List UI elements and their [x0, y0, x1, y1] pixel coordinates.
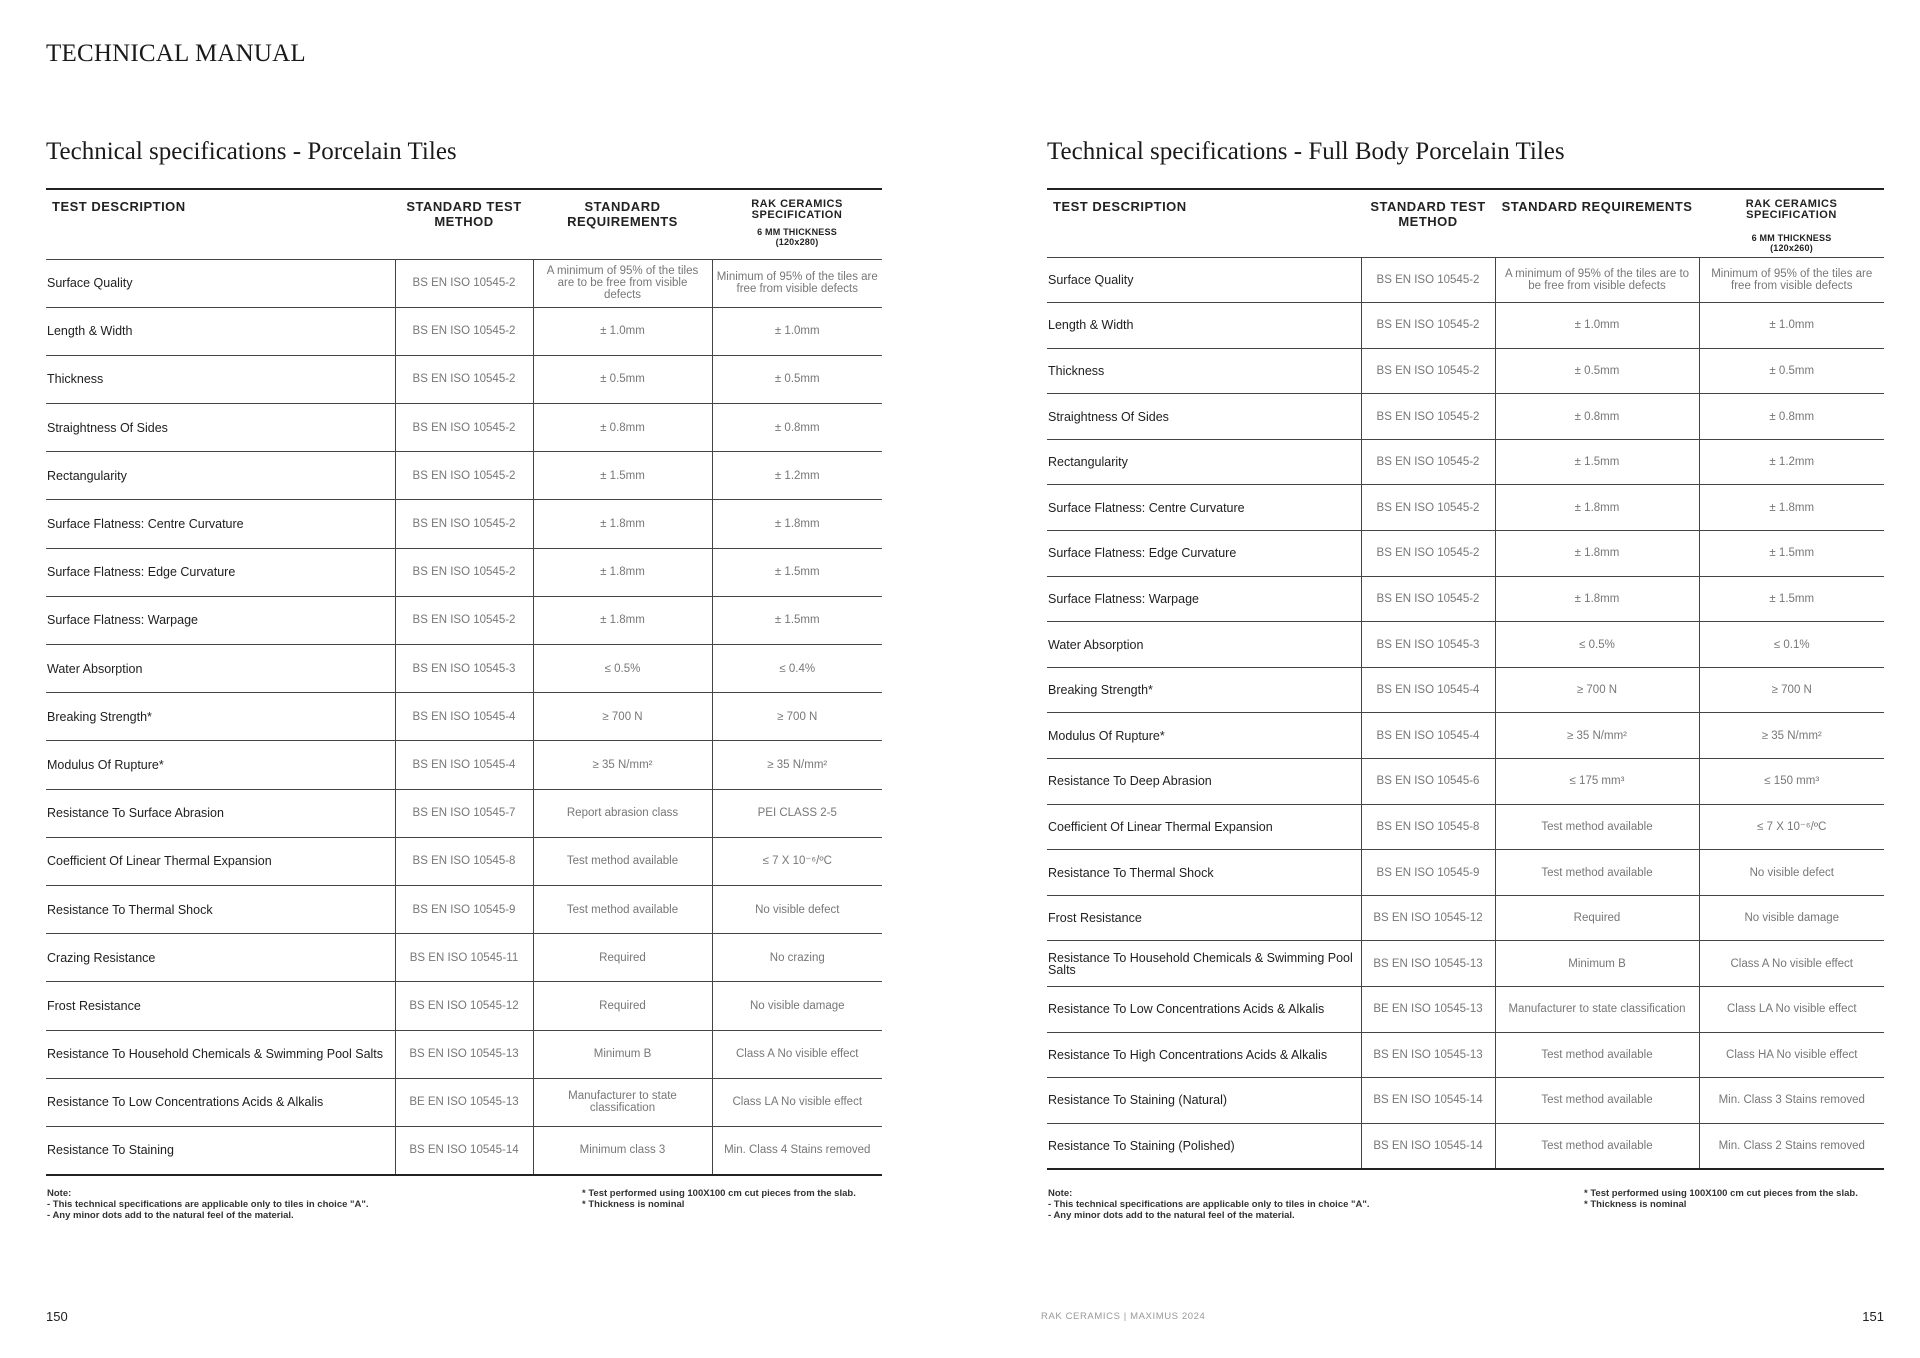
cell-test-description: Resistance To Household Chemicals & Swimming Pool Salts	[47, 1047, 384, 1062]
cell-test-description: Crazing Resistance	[47, 950, 156, 965]
table-header-row	[46, 189, 882, 259]
notes-block	[47, 1188, 369, 1221]
cell-test-description: Resistance To Low Concentrations Acids & Alkalis	[47, 1095, 324, 1110]
cell-test-method: BS EN ISO 10545-2	[1361, 257, 1495, 303]
cell-rak-specification: ± 1.8mm	[712, 500, 882, 548]
cell-rak-specification: ≥ 700 N	[712, 693, 882, 741]
table-row	[1047, 394, 1884, 440]
cell-standard-requirement: Manufacturer to state classification	[533, 1078, 712, 1126]
table-row	[1047, 485, 1884, 531]
table-row	[1047, 348, 1884, 394]
manual-title: TECHNICAL MANUAL	[46, 40, 306, 67]
header-standard-requirements: STANDARD REQUIREMENTS	[1501, 199, 1693, 214]
table-row	[46, 1030, 882, 1078]
cell-standard-requirement: Required	[1495, 895, 1699, 941]
footnote-line: * Thickness is nominal	[1584, 1199, 1687, 1210]
cell-test-method: BS EN ISO 10545-2	[1361, 485, 1495, 531]
table-row	[1047, 622, 1884, 668]
header-test-description: TEST DESCRIPTION	[52, 199, 186, 214]
cell-rak-specification: Class LA No visible effect	[1699, 987, 1884, 1033]
header-rak-title: RAK CERAMICS SPECIFICATION	[751, 198, 843, 221]
footer-brand: RAK CERAMICS | MAXIMUS 2024	[1041, 1311, 1206, 1322]
note-line: - This technical specifications are applicable only to tiles in choice "A".	[47, 1199, 369, 1210]
table-row	[1047, 439, 1884, 485]
cell-test-method: BE EN ISO 10545-13	[1361, 987, 1495, 1033]
header-test-description: TEST DESCRIPTION	[1053, 199, 1187, 214]
cell-standard-requirement: ± 1.0mm	[1495, 303, 1699, 349]
header-standard-test-method: STANDARD TEST METHOD	[406, 199, 522, 229]
table-row	[46, 1126, 882, 1174]
cell-standard-requirement: ± 0.8mm	[533, 404, 712, 452]
cell-rak-specification: No visible defect	[712, 885, 882, 933]
cell-test-description: Modulus Of Rupture*	[1048, 728, 1165, 743]
cell-rak-specification: ± 0.8mm	[1699, 394, 1884, 440]
cell-test-description: Resistance To Deep Abrasion	[1048, 774, 1212, 789]
note-line: - This technical specifications are applicable only to tiles in choice "A".	[1048, 1199, 1370, 1210]
cell-test-description: Thickness	[47, 372, 104, 387]
cell-test-method: BS EN ISO 10545-2	[395, 404, 533, 452]
page-number: 150	[46, 1309, 68, 1324]
cell-standard-requirement: ± 1.8mm	[1495, 531, 1699, 577]
cell-rak-specification: Minimum of 95% of the tiles are free from visible defects	[712, 259, 882, 307]
cell-standard-requirement: Required	[533, 982, 712, 1030]
table-row	[1047, 941, 1884, 987]
cell-rak-specification: ≥ 35 N/mm²	[712, 741, 882, 789]
footnotes-block	[1584, 1188, 1858, 1210]
cell-standard-requirement: ≤ 175 mm³	[1495, 759, 1699, 805]
cell-rak-specification: Minimum of 95% of the tiles are free from visible defects	[1699, 257, 1884, 303]
cell-rak-specification: Min. Class 2 Stains removed	[1699, 1123, 1884, 1169]
cell-standard-requirement: ≥ 35 N/mm²	[1495, 713, 1699, 759]
table-row	[1047, 1078, 1884, 1124]
cell-test-description: Length & Width	[47, 324, 133, 339]
table-row	[1047, 895, 1884, 941]
cell-test-method: BS EN ISO 10545-2	[395, 500, 533, 548]
header-rak-thickness: 6 MM THICKNESS	[1751, 233, 1832, 243]
table-row	[1047, 850, 1884, 896]
cell-test-method: BS EN ISO 10545-12	[395, 982, 533, 1030]
cell-test-description: Length & Width	[1048, 318, 1134, 333]
spec-rows	[1047, 257, 1884, 1169]
cell-standard-requirement: ≤ 0.5%	[533, 645, 712, 693]
cell-rak-specification: ≤ 0.1%	[1699, 622, 1884, 668]
table-row	[1047, 713, 1884, 759]
header-rak-specification	[712, 189, 882, 259]
table-row	[46, 596, 882, 644]
cell-test-description: Modulus Of Rupture*	[47, 757, 164, 772]
note-line: - Any minor dots add to the natural feel of the material.	[47, 1210, 294, 1221]
table-row	[46, 500, 882, 548]
table-header-row	[1047, 189, 1884, 257]
cell-standard-requirement: Test method available	[533, 885, 712, 933]
cell-test-method: BS EN ISO 10545-2	[1361, 439, 1495, 485]
cell-test-description: Frost Resistance	[47, 998, 141, 1013]
table-row	[46, 885, 882, 933]
cell-standard-requirement: Manufacturer to state classification	[1495, 987, 1699, 1033]
cell-test-description: Resistance To Staining (Natural)	[1048, 1093, 1228, 1108]
cell-standard-requirement: ≥ 700 N	[1495, 667, 1699, 713]
table-row	[46, 693, 882, 741]
cell-rak-specification: Class A No visible effect	[712, 1030, 882, 1078]
table-row	[46, 307, 882, 355]
table-row	[46, 982, 882, 1030]
cell-test-method: BS EN ISO 10545-3	[395, 645, 533, 693]
cell-rak-specification: ± 1.5mm	[712, 596, 882, 644]
cell-test-method: BS EN ISO 10545-2	[1361, 531, 1495, 577]
cell-rak-specification: ± 1.8mm	[1699, 485, 1884, 531]
note-line: - Any minor dots add to the natural feel of the material.	[1048, 1210, 1295, 1221]
table-row	[1047, 1123, 1884, 1169]
cell-standard-requirement: ± 0.5mm	[533, 355, 712, 403]
table-row	[1047, 531, 1884, 577]
section-title-full-body: Technical specifications - Full Body Porcelain Tiles	[1047, 138, 1565, 165]
cell-standard-requirement: Minimum class 3	[533, 1126, 712, 1174]
cell-test-method: BS EN ISO 10545-13	[1361, 941, 1495, 987]
cell-standard-requirement: ± 1.8mm	[1495, 485, 1699, 531]
table-row	[46, 934, 882, 982]
table-row	[46, 259, 882, 307]
cell-standard-requirement: ± 1.8mm	[1495, 576, 1699, 622]
header-rak-thickness: 6 MM THICKNESS	[757, 227, 837, 237]
cell-test-method: BS EN ISO 10545-2	[1361, 576, 1495, 622]
cell-rak-specification: ≥ 35 N/mm²	[1699, 713, 1884, 759]
cell-rak-specification: ± 0.5mm	[1699, 348, 1884, 394]
cell-rak-specification: Class A No visible effect	[1699, 941, 1884, 987]
cell-rak-specification: Class HA No visible effect	[1699, 1032, 1884, 1078]
header-rak-specification	[1699, 189, 1884, 257]
cell-standard-requirement: Test method available	[1495, 1123, 1699, 1169]
cell-test-description: Surface Flatness: Edge Curvature	[47, 565, 236, 580]
cell-test-description: Straightness Of Sides	[47, 420, 168, 435]
footnote-line: * Test performed using 100X100 cm cut pieces from the slab.	[1584, 1188, 1858, 1199]
table-row	[1047, 257, 1884, 303]
table-row	[1047, 1032, 1884, 1078]
cell-test-method: BS EN ISO 10545-12	[1361, 895, 1495, 941]
cell-test-description: Frost Resistance	[1048, 911, 1142, 926]
cell-test-method: BS EN ISO 10545-2	[1361, 394, 1495, 440]
cell-standard-requirement: ≤ 0.5%	[1495, 622, 1699, 668]
cell-standard-requirement: Minimum B	[1495, 941, 1699, 987]
cell-rak-specification: ± 1.2mm	[1699, 439, 1884, 485]
cell-test-description: Breaking Strength*	[1048, 683, 1153, 698]
cell-test-description: Surface Quality	[47, 276, 133, 291]
cell-standard-requirement: ≥ 700 N	[533, 693, 712, 741]
cell-standard-requirement: ± 1.5mm	[1495, 439, 1699, 485]
footnote-line: * Thickness is nominal	[582, 1199, 685, 1210]
cell-test-description: Breaking Strength*	[47, 709, 152, 724]
cell-test-description: Surface Quality	[1048, 272, 1134, 287]
cell-rak-specification: No visible defect	[1699, 850, 1884, 896]
header-standard-requirements: STANDARD REQUIREMENTS	[567, 199, 678, 229]
cell-test-method: BS EN ISO 10545-2	[395, 596, 533, 644]
cell-test-description: Surface Flatness: Centre Curvature	[1048, 500, 1245, 515]
cell-test-description: Surface Flatness: Warpage	[1048, 591, 1199, 606]
table-row	[46, 789, 882, 837]
cell-test-description: Straightness Of Sides	[1048, 409, 1169, 424]
cell-rak-specification: ≤ 7 X 10⁻⁶/ºC	[712, 837, 882, 885]
table-row	[46, 355, 882, 403]
cell-test-description: Rectangularity	[1048, 455, 1128, 470]
cell-test-description: Coefficient Of Linear Thermal Expansion	[47, 854, 272, 869]
spec-table-full-body	[1047, 188, 1884, 1170]
cell-test-method: BS EN ISO 10545-14	[1361, 1123, 1495, 1169]
cell-test-description: Resistance To Surface Abrasion	[47, 806, 224, 821]
cell-standard-requirement: A minimum of 95% of the tiles are to be free from visible defects	[1495, 257, 1699, 303]
cell-test-method: BS EN ISO 10545-7	[395, 789, 533, 837]
cell-test-method: BS EN ISO 10545-2	[395, 452, 533, 500]
cell-standard-requirement: Test method available	[533, 837, 712, 885]
cell-rak-specification: No visible damage	[712, 982, 882, 1030]
cell-standard-requirement: Test method available	[1495, 850, 1699, 896]
cell-rak-specification: Class LA No visible effect	[712, 1078, 882, 1126]
notes-block	[1048, 1188, 1370, 1221]
cell-standard-requirement: Minimum B	[533, 1030, 712, 1078]
cell-rak-specification: ≤ 150 mm³	[1699, 759, 1884, 805]
cell-test-method: BS EN ISO 10545-4	[1361, 667, 1495, 713]
cell-standard-requirement: ± 0.8mm	[1495, 394, 1699, 440]
cell-standard-requirement: ± 1.0mm	[533, 307, 712, 355]
cell-test-method: BS EN ISO 10545-9	[395, 885, 533, 933]
header-standard-test-method: STANDARD TEST METHOD	[1370, 199, 1486, 229]
section-title-porcelain: Technical specifications - Porcelain Tiles	[46, 138, 457, 165]
cell-standard-requirement: ± 0.5mm	[1495, 348, 1699, 394]
cell-test-method: BS EN ISO 10545-2	[395, 307, 533, 355]
cell-test-description: Resistance To High Concentrations Acids & Alkalis	[1048, 1047, 1328, 1062]
table-row	[46, 548, 882, 596]
cell-rak-specification: ± 1.5mm	[712, 548, 882, 596]
cell-test-description: Water Absorption	[1048, 637, 1144, 652]
cell-test-description: Surface Flatness: Edge Curvature	[1048, 546, 1237, 561]
cell-rak-specification: Min. Class 4 Stains removed	[712, 1126, 882, 1174]
table-row	[1047, 987, 1884, 1033]
header-rak-size: (120x260)	[1770, 243, 1813, 253]
cell-test-method: BS EN ISO 10545-13	[395, 1030, 533, 1078]
cell-test-method: BS EN ISO 10545-2	[1361, 348, 1495, 394]
cell-standard-requirement: Test method available	[1495, 804, 1699, 850]
table-row	[1047, 804, 1884, 850]
cell-test-description: Resistance To Low Concentrations Acids & Alkalis	[1048, 1002, 1325, 1017]
cell-test-method: BS EN ISO 10545-14	[1361, 1078, 1495, 1124]
cell-test-method: BS EN ISO 10545-9	[1361, 850, 1495, 896]
cell-rak-specification: PEI CLASS 2-5	[712, 789, 882, 837]
table-row	[46, 837, 882, 885]
table-row	[46, 645, 882, 693]
cell-standard-requirement: Test method available	[1495, 1078, 1699, 1124]
cell-rak-specification: ± 0.8mm	[712, 404, 882, 452]
cell-test-description: Water Absorption	[47, 661, 143, 676]
cell-rak-specification: ≤ 7 X 10⁻⁶/ºC	[1699, 804, 1884, 850]
cell-standard-requirement: ≥ 35 N/mm²	[533, 741, 712, 789]
cell-test-method: BS EN ISO 10545-4	[395, 741, 533, 789]
table-row	[46, 741, 882, 789]
cell-test-method: BS EN ISO 10545-4	[395, 693, 533, 741]
cell-test-method: BS EN ISO 10545-13	[1361, 1032, 1495, 1078]
cell-test-method: BS EN ISO 10545-2	[1361, 303, 1495, 349]
cell-standard-requirement: Required	[533, 934, 712, 982]
cell-test-method: BS EN ISO 10545-14	[395, 1126, 533, 1174]
cell-test-method: BS EN ISO 10545-2	[395, 355, 533, 403]
cell-test-description: Resistance To Thermal Shock	[47, 902, 213, 917]
cell-rak-specification: No crazing	[712, 934, 882, 982]
cell-test-method: BS EN ISO 10545-2	[395, 259, 533, 307]
cell-standard-requirement: ± 1.8mm	[533, 596, 712, 644]
table-row	[46, 452, 882, 500]
cell-rak-specification: ± 0.5mm	[712, 355, 882, 403]
note-title: Note:	[1048, 1188, 1073, 1199]
cell-rak-specification: No visible damage	[1699, 895, 1884, 941]
cell-test-description: Surface Flatness: Warpage	[47, 613, 198, 628]
cell-test-description: Resistance To Staining (Polished)	[1048, 1138, 1235, 1153]
cell-standard-requirement: Report abrasion class	[533, 789, 712, 837]
cell-test-description: Coefficient Of Linear Thermal Expansion	[1048, 819, 1273, 834]
cell-rak-specification: ≥ 700 N	[1699, 667, 1884, 713]
cell-standard-requirement: Test method available	[1495, 1032, 1699, 1078]
header-rak-size: (120x280)	[775, 237, 819, 247]
table-row	[46, 404, 882, 452]
cell-standard-requirement: ± 1.8mm	[533, 500, 712, 548]
spec-table-porcelain	[46, 188, 882, 1176]
cell-test-description: Resistance To Household Chemicals & Swimming Pool Salts	[1048, 950, 1353, 977]
cell-standard-requirement: ± 1.8mm	[533, 548, 712, 596]
cell-test-method: BS EN ISO 10545-4	[1361, 713, 1495, 759]
table-row	[1047, 303, 1884, 349]
cell-test-method: BS EN ISO 10545-8	[395, 837, 533, 885]
cell-standard-requirement: ± 1.5mm	[533, 452, 712, 500]
cell-rak-specification: ± 1.5mm	[1699, 531, 1884, 577]
cell-test-method: BS EN ISO 10545-8	[1361, 804, 1495, 850]
cell-rak-specification: ± 1.2mm	[712, 452, 882, 500]
cell-rak-specification: ± 1.0mm	[712, 307, 882, 355]
cell-test-description: Rectangularity	[47, 468, 127, 483]
note-title: Note:	[47, 1188, 72, 1199]
spec-rows	[46, 259, 882, 1175]
cell-test-description: Resistance To Staining	[47, 1143, 174, 1158]
cell-rak-specification: Min. Class 3 Stains removed	[1699, 1078, 1884, 1124]
cell-test-method: BS EN ISO 10545-2	[395, 548, 533, 596]
cell-rak-specification: ± 1.0mm	[1699, 303, 1884, 349]
cell-test-method: BS EN ISO 10545-3	[1361, 622, 1495, 668]
footnote-line: * Test performed using 100X100 cm cut pieces from the slab.	[582, 1188, 856, 1199]
cell-standard-requirement: A minimum of 95% of the tiles are to be free from visible defects	[533, 259, 712, 307]
table-row	[1047, 759, 1884, 805]
cell-test-description: Surface Flatness: Centre Curvature	[47, 517, 244, 532]
header-rak-title: RAK CERAMICS SPECIFICATION	[1745, 198, 1838, 221]
cell-test-description: Thickness	[1048, 363, 1105, 378]
cell-test-description: Resistance To Thermal Shock	[1048, 865, 1214, 880]
page-number: 151	[1862, 1309, 1884, 1324]
table-row	[1047, 576, 1884, 622]
cell-rak-specification: ± 1.5mm	[1699, 576, 1884, 622]
footnotes-block	[582, 1188, 856, 1210]
cell-test-method: BE EN ISO 10545-13	[395, 1078, 533, 1126]
cell-rak-specification: ≤ 0.4%	[712, 645, 882, 693]
table-row	[46, 1078, 882, 1126]
table-row	[1047, 667, 1884, 713]
cell-test-method: BS EN ISO 10545-11	[395, 934, 533, 982]
cell-test-method: BS EN ISO 10545-6	[1361, 759, 1495, 805]
